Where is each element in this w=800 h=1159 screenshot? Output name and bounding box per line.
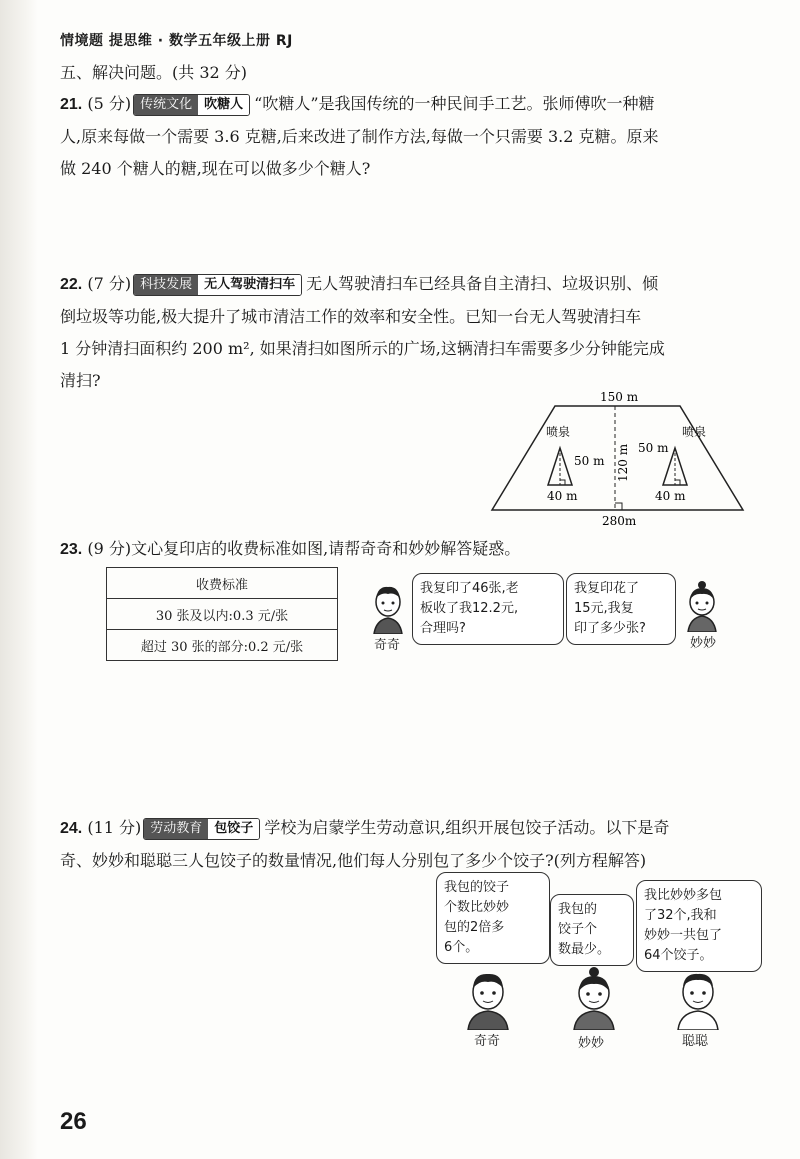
q22-text-4: 清扫? <box>60 371 101 390</box>
plaza-trapezoid-diagram <box>490 390 750 528</box>
bubble-line: 我复印了46张,老 <box>420 581 519 596</box>
q22-text-3: 1 分钟清扫面积约 200 m², 如果清扫如图所示的广场,这辆清扫车需要多少分钟能完成 <box>60 339 665 358</box>
section-title: 五、解决问题。(共 32 分) <box>60 63 248 82</box>
bubble-line: 我包的饺子 <box>444 880 510 895</box>
height-label: 120 m <box>616 443 630 482</box>
bubble-line: 板收了我12.2元, <box>420 601 519 616</box>
question-23 <box>60 533 750 566</box>
bubble-line: 我比妙妙多包 <box>644 888 723 903</box>
q21-text-3: 做 240 个糖人的糖,现在可以做多少个糖人? <box>60 159 371 178</box>
q21-score: (5 分) <box>87 94 132 113</box>
q24-tag-category: 劳动教育 <box>144 819 208 839</box>
qiqi-avatar <box>462 968 514 1030</box>
miaomiao-speech-bubble-q24 <box>550 894 634 966</box>
bubble-line: 数最少。 <box>558 942 611 957</box>
qiqi-speech-bubble-q24 <box>436 872 550 964</box>
bubble-line: 包的2倍多 <box>444 920 505 935</box>
top-base-label: 150 m <box>600 390 639 404</box>
bubble-line: 6个。 <box>444 940 479 955</box>
qiqi-name-q23: 奇奇 <box>374 638 401 653</box>
q24-line1 <box>60 812 750 845</box>
bubble-line: 个数比妙妙 <box>444 900 510 915</box>
q22-tag-category: 科技发展 <box>134 275 198 295</box>
q22-score: (7 分) <box>87 274 132 293</box>
fee-table-row-2: 超过 30 张的部分:0.2 元/张 <box>107 630 338 661</box>
fee-table-row-1: 30 张及以内:0.3 元/张 <box>107 599 338 630</box>
miaomiao-avatar <box>682 580 722 632</box>
miaomiao-name-q24: 妙妙 <box>578 1036 605 1051</box>
q23-number: 23. <box>60 541 83 558</box>
page-header: 情境题 提思维 · 数学五年级上册 RJ <box>60 33 293 49</box>
question-22 <box>60 268 750 397</box>
bubble-line: 了32个,我和 <box>644 908 717 923</box>
qiqi-avatar <box>368 582 408 634</box>
q21-text-2: 人,原来每做一个需要 3.6 克糖,后来改进了制作方法,每做一个只需要 3.2 克糖。原来 <box>60 127 659 146</box>
fountain-right-label: 喷泉 <box>682 425 707 439</box>
q24-number: 24. <box>60 820 83 837</box>
q21-tag <box>133 94 250 116</box>
fountain-right-height: 50 m <box>638 441 669 455</box>
q24-tag-topic: 包饺子 <box>208 819 259 839</box>
binding-shadow <box>0 0 38 1159</box>
question-21 <box>60 88 750 185</box>
congcong-avatar <box>672 968 724 1030</box>
bubble-line: 我复印花了 <box>574 581 640 596</box>
q23-score: (9 分) <box>87 539 132 558</box>
bubble-line: 妙妙一共包了 <box>644 928 723 943</box>
bubble-line: 印了多少张? <box>574 621 646 636</box>
miaomiao-speech-bubble-q23 <box>566 573 676 645</box>
q22-tag-topic: 无人驾驶清扫车 <box>198 275 301 295</box>
fountain-right-base: 40 m <box>655 489 686 503</box>
congcong-speech-bubble-q24 <box>636 880 762 972</box>
q22-number: 22. <box>60 276 83 293</box>
bubble-line: 15元,我复 <box>574 601 634 616</box>
qiqi-name-q24: 奇奇 <box>474 1034 501 1049</box>
q21-line1 <box>60 88 750 121</box>
q21-tag-category: 传统文化 <box>134 95 198 115</box>
fee-standard-table <box>106 567 338 661</box>
bubble-line: 我包的 <box>558 902 598 917</box>
fee-table-header: 收费标准 <box>107 568 338 599</box>
bubble-line: 饺子个 <box>558 922 598 937</box>
q24-text-2: 奇、妙妙和聪聪三人包饺子的数量情况,他们每人分别包了多少个饺子?(列方程解答) <box>60 851 647 870</box>
q22-text-2: 倒垃圾等功能,极大提升了城市清洁工作的效率和安全性。已知一台无人驾驶清扫车 <box>60 307 642 326</box>
miaomiao-name-q23: 妙妙 <box>690 636 717 651</box>
q23-text: 文心复印店的收费标准如图,请帮奇奇和妙妙解答疑惑。 <box>131 539 521 558</box>
page-number: 26 <box>60 1108 87 1135</box>
q24-score: (11 分) <box>87 818 142 837</box>
q22-tag <box>133 274 302 296</box>
qiqi-speech-bubble-q23 <box>412 573 564 645</box>
question-24 <box>60 812 750 877</box>
bottom-base-label: 280m <box>602 514 637 528</box>
q24-tag <box>143 818 260 840</box>
congcong-name-q24: 聪聪 <box>682 1034 709 1049</box>
fountain-left-height: 50 m <box>574 454 605 468</box>
fountain-left-label: 喷泉 <box>546 425 571 439</box>
miaomiao-avatar <box>568 966 620 1030</box>
q21-number: 21. <box>60 96 83 113</box>
bubble-line: 64个饺子。 <box>644 948 713 963</box>
q22-line1 <box>60 268 750 301</box>
q21-text-1: “吹糖人”是我国传统的一种民间手工艺。张师傅吹一种糖 <box>254 94 655 113</box>
q21-tag-topic: 吹糖人 <box>198 95 249 115</box>
q22-text-1: 无人驾驶清扫车已经具备自主清扫、垃圾识别、倾 <box>306 274 659 293</box>
bubble-line: 合理吗? <box>420 621 466 636</box>
q24-text-1: 学校为启蒙学生劳动意识,组织开展包饺子活动。以下是奇 <box>264 818 670 837</box>
fountain-left-base: 40 m <box>547 489 578 503</box>
